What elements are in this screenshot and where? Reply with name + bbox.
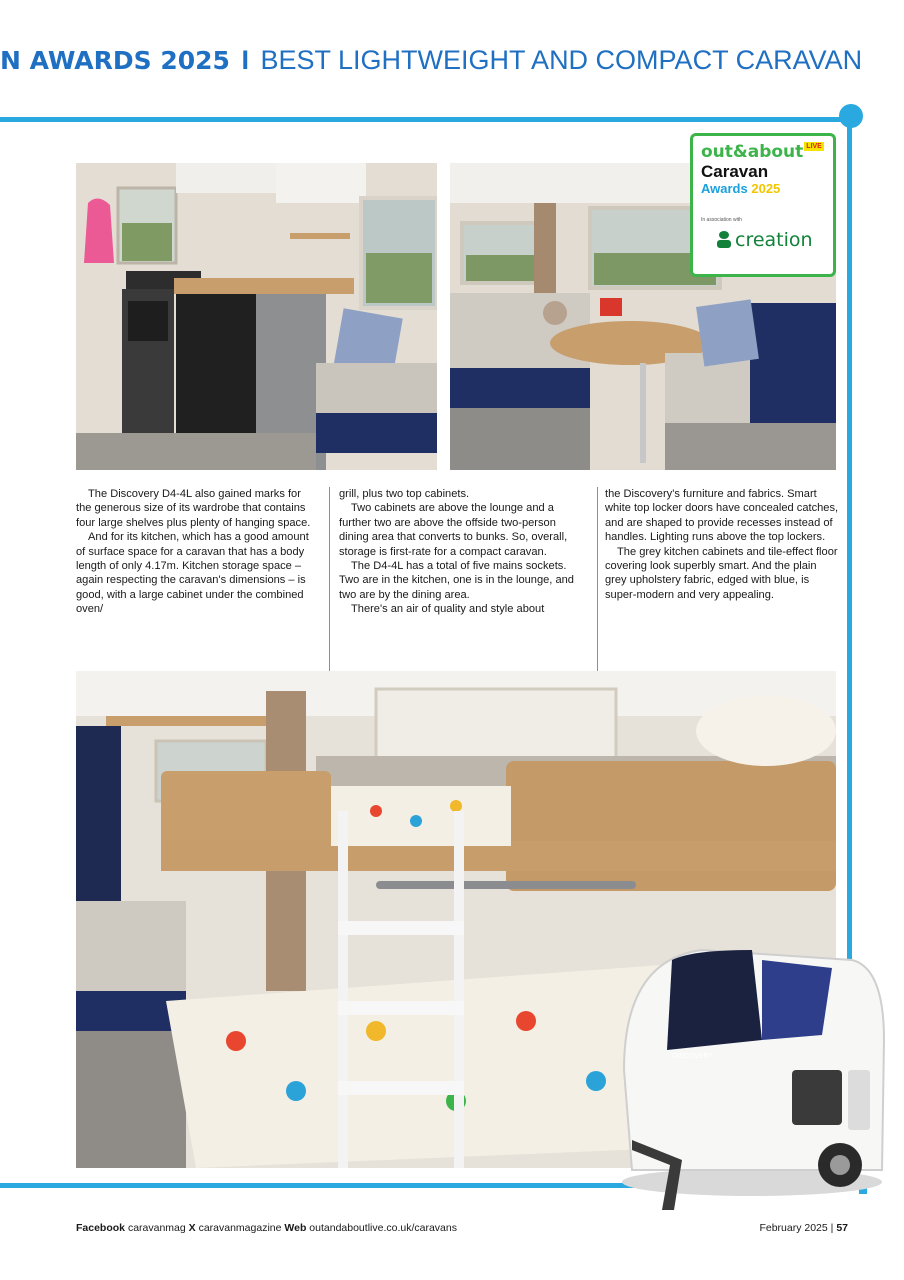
sponsor-logo-icon bbox=[717, 231, 731, 249]
article-column-3 bbox=[605, 487, 840, 602]
header-section-title: N AWARDS 2025 bbox=[0, 46, 230, 75]
article-paragraph: And for its kitchen, which has a good amount of surface space for a caravan that has a body length of only 4.17m. Kitchen storage space – again respecting the caravan's dimensions – is good, with a large cabinet under the combined oven/ bbox=[76, 531, 309, 616]
footer-social-links bbox=[76, 1222, 457, 1234]
article-paragraph: There's an air of quality and style about bbox=[351, 603, 545, 616]
header-article-title: BEST LIGHTWEIGHT AND COMPACT CARAVAN bbox=[260, 45, 863, 75]
badge-awards-label: Awards bbox=[701, 181, 748, 196]
article-column-2 bbox=[339, 487, 574, 617]
column-divider bbox=[329, 487, 330, 677]
kitchen-photo bbox=[76, 163, 437, 470]
article-paragraph: The D4-4L has a total of five mains sockets. Two are in the kitchen, one is in the lounge, and two are by the dining area. bbox=[339, 560, 574, 601]
badge-awards-line bbox=[701, 181, 825, 197]
sponsor-name: creation bbox=[735, 229, 813, 251]
awards-badge bbox=[690, 133, 836, 277]
article-column-1 bbox=[76, 487, 311, 617]
badge-caravan-label: Caravan bbox=[701, 162, 769, 181]
footer-web-link[interactable]: outandaboutlive.co.uk/caravans bbox=[309, 1222, 457, 1234]
badge-year: 2025 bbox=[751, 181, 781, 196]
article-paragraph: Two cabinets are above the lounge and a further two are above the offside two-person dining area that converts to bunks. So, overall, storage is first-rate for a compact caravan. bbox=[339, 502, 568, 558]
footer-facebook-handle[interactable]: caravanmag bbox=[127, 1222, 186, 1234]
footer-web-label: Web bbox=[284, 1222, 307, 1234]
sponsor-logo bbox=[717, 229, 825, 251]
article-paragraph: The Discovery D4-4L also gained marks for the generous size of its wardrobe that contains four large shelves plus plenty of hanging space. bbox=[76, 488, 311, 529]
article-paragraph: The grey kitchen cabinets and tile-effect floor covering look superbly smart. And the plain grey upholstery fabric, edged with blue, is super-modern and very appealing. bbox=[605, 545, 838, 601]
caravan-brand-label: DISCOVERY bbox=[672, 1052, 713, 1060]
caravan-exterior-image bbox=[612, 920, 892, 1210]
footer-x-handle[interactable]: caravanmagazine bbox=[198, 1222, 282, 1234]
column-divider bbox=[597, 487, 598, 677]
badge-live-tag: LIVE bbox=[806, 143, 822, 150]
page-number: 57 bbox=[836, 1222, 848, 1234]
header-separator: I bbox=[241, 45, 249, 75]
footer-facebook-label: Facebook bbox=[76, 1222, 126, 1234]
page-header bbox=[0, 40, 904, 80]
footer-date: February 2025 bbox=[759, 1222, 828, 1234]
badge-brand-name: out&about bbox=[701, 142, 804, 162]
badge-brand-line bbox=[701, 142, 825, 162]
article-paragraph: grill, plus two top cabinets. bbox=[339, 488, 470, 500]
footer-page-info bbox=[759, 1222, 848, 1234]
article-paragraph: the Discovery's furniture and fabrics. Smart white top locker doors have concealed catches, and are shaped to provide recesses instead of handles. Lighting runs above the top lockers. bbox=[605, 488, 839, 544]
frame-top-rule bbox=[0, 117, 852, 122]
footer-x-label: X bbox=[188, 1222, 196, 1234]
kitchen-photo-illustration bbox=[76, 163, 437, 470]
footer-page-separator: | bbox=[830, 1222, 834, 1234]
badge-association-text: In association with bbox=[701, 217, 742, 223]
